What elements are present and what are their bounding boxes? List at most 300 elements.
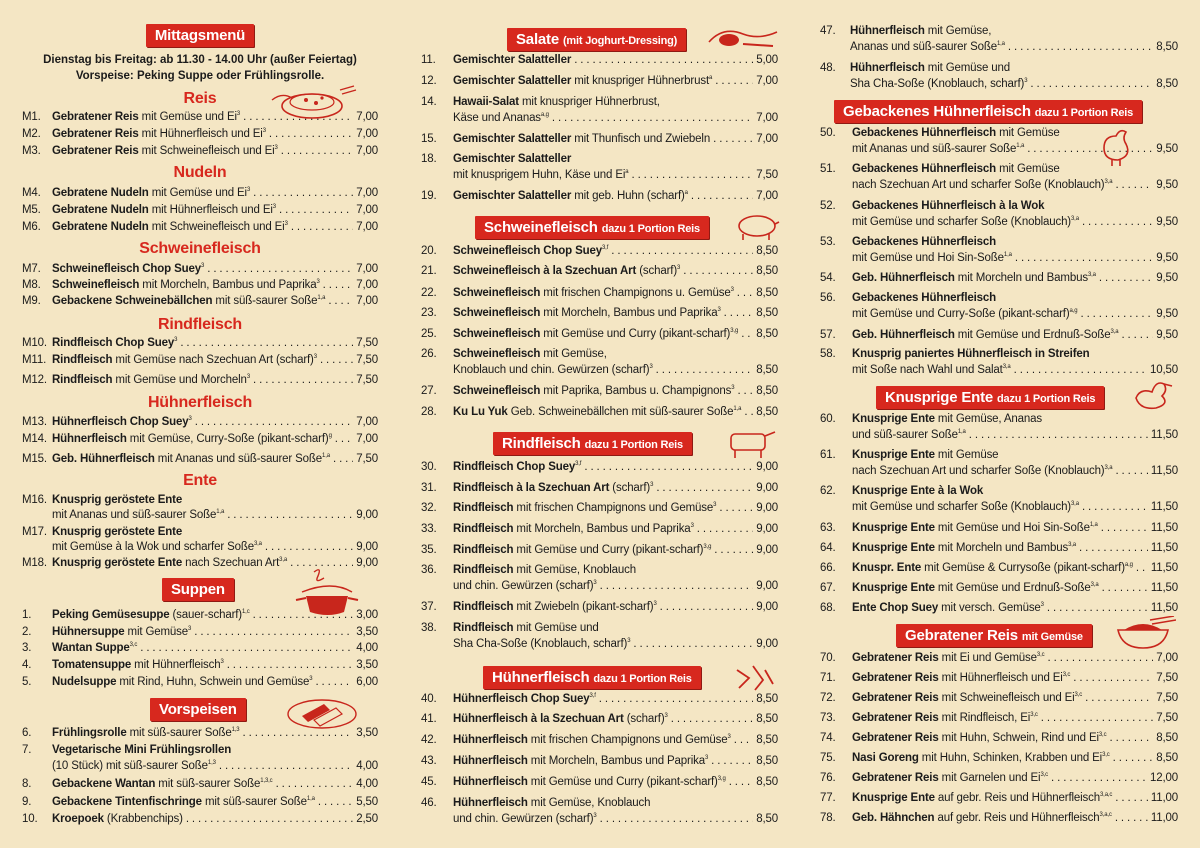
- item-text: [52, 759, 378, 773]
- menu-item: [820, 178, 1178, 192]
- item-name: Gebratener Reis: [852, 712, 939, 724]
- item-price: 4,00: [353, 759, 378, 773]
- allergen-code: 3,c: [1098, 732, 1107, 738]
- item-description: mit Gemüse: [996, 163, 1060, 175]
- item-description: (scharf): [636, 265, 677, 277]
- item-description: mit Morcheln, Bambus und Paprika: [527, 755, 705, 767]
- item-text: [453, 712, 778, 726]
- menu-item: [22, 493, 378, 507]
- item-number: M8.: [22, 279, 41, 291]
- item-text: [453, 754, 778, 768]
- allergen-code: 3,a: [1087, 272, 1096, 278]
- item-price: 3,50: [353, 726, 378, 740]
- menu-item: [421, 95, 778, 109]
- menu-item: [421, 733, 778, 747]
- item-name: Wantan Suppe: [52, 642, 130, 654]
- item-description: mit Huhn, Schwein, Rind und Ei: [938, 732, 1099, 744]
- item-number: 73.: [820, 712, 836, 724]
- menu-item: [22, 336, 378, 350]
- item-description: mit Thunfisch und Zwiebeln: [571, 133, 711, 145]
- item-name: Rindfleisch: [453, 622, 514, 634]
- menu-item: [22, 641, 378, 655]
- item-name: Gebratener Reis: [852, 652, 939, 664]
- allergen-code: 1,a: [317, 295, 326, 301]
- item-name: Rindfleisch à la Szechuan Art: [453, 482, 610, 494]
- item-text: [852, 215, 1178, 229]
- item-number: 26.: [421, 348, 437, 360]
- menu-item: [421, 481, 778, 495]
- item-price: 9,00: [753, 460, 778, 474]
- item-text: [453, 363, 778, 377]
- item-number: M10.: [22, 337, 47, 349]
- item-description: mit frischen Champignons und Gemüse: [513, 502, 714, 514]
- menu-item: [22, 795, 378, 809]
- item-number: 50.: [820, 127, 836, 139]
- allergen-code: 3: [236, 111, 241, 117]
- item-description: mit Hühnerfleisch und Ei: [938, 672, 1063, 684]
- item-text: [852, 251, 1178, 265]
- item-price: 3,00: [353, 608, 378, 622]
- menu-item: [22, 353, 378, 367]
- item-name: Knuspr. Ente: [852, 562, 922, 574]
- allergen-code: 3: [713, 502, 717, 508]
- item-text: [852, 751, 1178, 765]
- item-name: Rindfleisch: [453, 502, 514, 514]
- item-price: 3,50: [353, 658, 378, 672]
- item-name: Gebratener Reis: [52, 111, 139, 123]
- item-price: 7,00: [353, 186, 378, 200]
- item-number: 27.: [421, 385, 437, 397]
- menu-item: [820, 711, 1178, 725]
- item-description: mit Zwiebeln (pikant-scharf): [513, 601, 654, 613]
- menu-item: [22, 525, 378, 539]
- item-number: M18.: [22, 557, 47, 569]
- menu-item: [820, 412, 1178, 426]
- allergen-code: 3,c: [1062, 672, 1071, 678]
- item-price: 7,00: [353, 110, 378, 124]
- allergen-code: 3: [262, 128, 266, 134]
- item-price: 11,50: [1148, 601, 1178, 615]
- menu-item: [820, 671, 1178, 685]
- allergen-code: 3: [677, 265, 681, 271]
- menu-item: [22, 625, 378, 639]
- item-number: 5.: [22, 676, 32, 688]
- item-name: Hühnerfleisch à la Szechuan Art: [453, 713, 624, 725]
- item-text: [453, 327, 778, 341]
- menu-item: [421, 111, 778, 125]
- item-number: 19.: [421, 190, 437, 202]
- allergen-code: 3: [313, 354, 317, 360]
- item-description: (scharf): [609, 482, 651, 494]
- allergen-code: 3,f: [589, 693, 596, 699]
- item-number: 7.: [22, 744, 32, 756]
- item-name: Gebackene Wantan: [52, 778, 156, 790]
- item-price: 7,00: [353, 144, 378, 158]
- item-text: [453, 132, 778, 146]
- item-name: Gebackenes Hühnerfleisch: [852, 236, 997, 248]
- item-description: mit knuspriger Hühnerbrust: [571, 75, 709, 87]
- menu-item: [421, 306, 778, 320]
- menu-item: [421, 712, 778, 726]
- item-text: [852, 671, 1178, 685]
- item-name: Knusprige Ente: [852, 522, 935, 534]
- item-description: mit Gemüse und: [924, 62, 1011, 74]
- item-description: mit Gemüse und Erdnuß-Soße: [954, 329, 1111, 341]
- allergen-code: 3: [664, 713, 668, 719]
- menu-item: [22, 508, 378, 522]
- cow-icon: [721, 424, 779, 460]
- item-name: Ku Lu Yuk: [453, 406, 508, 418]
- item-description: und chin. Gewürzen (scharf): [453, 813, 594, 825]
- item-name: Knusprige Ente à la Wok: [852, 485, 984, 497]
- item-text: [852, 178, 1178, 192]
- item-price: 8,50: [1153, 731, 1178, 745]
- item-price: 6,00: [353, 675, 378, 689]
- item-price: 8,50: [1153, 751, 1178, 765]
- item-number: M1.: [22, 111, 41, 123]
- item-text: [852, 651, 1178, 665]
- section-title-text: Schweinefleisch: [484, 219, 598, 236]
- item-description: mit Gemüse und Morcheln: [112, 374, 247, 386]
- item-name: Nasi Goreng: [852, 752, 919, 764]
- item-text: [852, 271, 1178, 285]
- item-description: (Krabbenchips): [103, 813, 183, 825]
- allergen-code: a,g: [540, 112, 549, 118]
- item-price: 9,00: [753, 579, 778, 593]
- item-number: 21.: [421, 265, 437, 277]
- item-name: Rindfleisch: [453, 523, 514, 535]
- allergen-code: 3: [201, 263, 205, 269]
- item-text: [453, 306, 778, 320]
- item-name: Gebratener Reis: [852, 672, 939, 684]
- allergen-code: 3,a: [1068, 542, 1076, 548]
- item-text: [453, 796, 650, 810]
- item-name: Hühnerfleisch: [453, 797, 528, 809]
- item-description: Geb. Schweinebällchen mit süß-saurer Soße: [507, 406, 734, 418]
- section-title: [834, 100, 1142, 123]
- allergen-code: 1,3: [207, 760, 216, 766]
- item-number: 1.: [22, 609, 32, 621]
- item-text: [52, 432, 378, 446]
- item-description: mit Gemüse und Hoi Sin-Soße: [852, 252, 1004, 264]
- item-description: mit Gemüse: [124, 626, 189, 638]
- item-name: Rindfleisch Chop Suey: [52, 337, 175, 349]
- item-name: Schweinefleisch: [52, 279, 140, 291]
- item-text: [852, 521, 1178, 535]
- item-price: 7,00: [1153, 651, 1178, 665]
- menu-item: [820, 731, 1178, 745]
- item-description: mit Gemüse à la Wok und scharfer Soße: [52, 541, 254, 553]
- item-description: mit Gemüse, Knoblauch: [513, 564, 636, 576]
- item-price: 7,50: [353, 336, 378, 350]
- menu-item: [22, 203, 378, 217]
- item-description: auf gebr. Reis und Hühnerfleisch: [934, 812, 1100, 824]
- item-price: 11,50: [1148, 521, 1178, 535]
- allergen-code: a,g: [1124, 562, 1133, 568]
- item-price: 7,00: [753, 111, 778, 125]
- item-description: mit Gemüse und: [513, 622, 599, 634]
- item-price: 7,00: [353, 262, 378, 276]
- item-name: Knusprige Ente: [852, 792, 935, 804]
- item-description: mit Huhn, Schinken, Krabben und Ei: [918, 752, 1103, 764]
- item-text: [52, 608, 378, 622]
- menu-item: [820, 771, 1178, 785]
- item-number: 15.: [421, 133, 437, 145]
- menu-item: [22, 262, 378, 276]
- item-text: [852, 500, 1178, 514]
- allergen-code: 1,a: [306, 796, 315, 802]
- item-number: 2.: [22, 626, 32, 638]
- allergen-code: 3: [649, 364, 653, 370]
- item-text: [453, 152, 571, 166]
- item-name: Rindfleisch: [453, 564, 514, 576]
- item-description: mit Gemüse, Knoblauch: [527, 797, 651, 809]
- item-description: (scharf): [623, 713, 665, 725]
- item-number: 8.: [22, 778, 32, 790]
- section-title: Mittagsmenü: [146, 24, 254, 47]
- menu-item: [820, 291, 1178, 305]
- allergen-code: a: [625, 169, 629, 175]
- menu-item: [421, 152, 778, 166]
- item-number: 11.: [421, 54, 436, 66]
- item-text: [52, 525, 182, 539]
- allergen-code: 3: [188, 416, 192, 422]
- item-text: [453, 53, 778, 67]
- item-description: mit Morcheln und Bambus: [934, 542, 1069, 554]
- item-description: und süß-saurer Soße: [852, 429, 958, 441]
- item-text: [850, 77, 1178, 91]
- item-description: mit Hühnerfleisch: [131, 659, 221, 671]
- item-description: mit Soße nach Wahl und Salat: [852, 364, 1003, 376]
- menu-item: [820, 601, 1178, 615]
- allergen-code: 3: [593, 813, 597, 819]
- item-number: M17.: [22, 526, 47, 538]
- item-number: 32.: [421, 502, 437, 514]
- section-title: Vorspeisen: [150, 698, 246, 721]
- menu-item: [421, 754, 778, 768]
- item-text: [52, 186, 378, 200]
- section-subtitle: dazu 1 Portion Reis: [1034, 107, 1134, 119]
- item-number: 74.: [820, 732, 836, 744]
- menu-item: [22, 127, 378, 141]
- item-text: [52, 373, 378, 387]
- menu-item: [820, 162, 1178, 176]
- item-description: mit Gemüse, Curry-Soße (pikant-scharf): [126, 433, 329, 445]
- item-description: mit süß-saurer Soße: [126, 727, 232, 739]
- allergen-code: 3,a: [1104, 179, 1113, 185]
- vegetables-icon: [703, 20, 783, 54]
- item-description: mit Morcheln und Bambus: [954, 272, 1088, 284]
- item-name: Rindfleisch: [453, 544, 514, 556]
- item-text: [852, 291, 996, 305]
- item-name: Tomatensuppe: [52, 659, 132, 671]
- item-number: 72.: [820, 692, 836, 704]
- allergen-code: 3,c: [1036, 652, 1045, 658]
- item-price: 4,00: [353, 777, 378, 791]
- allergen-code: a: [684, 190, 688, 196]
- item-text: [52, 625, 378, 639]
- item-name: Hühnerfleisch Chop Suey: [52, 416, 189, 428]
- item-text: [852, 731, 1178, 745]
- item-description: mit Gemüse und Ei: [148, 187, 247, 199]
- item-number: M11.: [22, 354, 47, 366]
- item-price: 2,50: [353, 812, 378, 826]
- menu-item: [820, 521, 1178, 535]
- allergen-code: 3: [704, 755, 709, 761]
- item-price: 7,00: [353, 220, 378, 234]
- item-number: 18.: [421, 153, 437, 165]
- allergen-code: 3,c: [1074, 692, 1083, 698]
- allergen-code: 3,f: [575, 461, 582, 467]
- menu-item: [421, 796, 778, 810]
- item-description: mit Ananas und süß-saurer Soße: [52, 509, 217, 521]
- item-name: Gemischter Salatteller: [453, 75, 572, 87]
- allergen-code: 3: [593, 580, 597, 586]
- menu-item: [22, 373, 378, 387]
- section-header-mittagsmenu: [22, 24, 378, 47]
- menu-item: [820, 61, 1178, 75]
- allergen-code: 3,a: [1110, 329, 1119, 335]
- menu-item: [820, 448, 1178, 462]
- allergen-code: 1,a: [1016, 143, 1025, 149]
- menu-item: [22, 452, 378, 466]
- item-number: 41.: [421, 713, 437, 725]
- item-name: Gemischter Salatteller: [453, 133, 572, 145]
- section-title-text: Hühnerfleisch: [492, 669, 590, 686]
- item-name: Gebratene Nudeln: [52, 221, 149, 233]
- item-number: 35.: [421, 544, 437, 556]
- menu-item: [421, 189, 778, 203]
- item-number: M9.: [22, 295, 41, 307]
- menu-item: [22, 415, 378, 429]
- section-subtitle: dazu 1 Portion Reis: [593, 673, 692, 685]
- section-title: [493, 432, 692, 455]
- item-description: (sauer-scharf): [169, 609, 242, 621]
- item-name: Gebratener Reis: [852, 772, 939, 784]
- item-description: Sha Cha-Soße (Knoblauch, scharf): [850, 78, 1025, 90]
- item-text: [52, 203, 378, 217]
- item-text: [852, 581, 1178, 595]
- allergen-code: 1,a: [1089, 522, 1098, 528]
- allergen-code: 3,a: [1104, 465, 1113, 471]
- mittag-intro-line-2: Vorspeise: Peking Suppe oder Frühlingsrolle.: [75, 70, 325, 82]
- item-text: [852, 541, 1178, 555]
- item-number: 43.: [421, 755, 437, 767]
- menu-item: [22, 658, 378, 672]
- menu-item: [820, 307, 1178, 321]
- item-text: [852, 464, 1178, 478]
- item-text: [852, 347, 1090, 361]
- menu-item: [22, 777, 378, 791]
- item-text: [52, 540, 378, 554]
- item-price: 7,00: [753, 189, 778, 203]
- allergen-code: 3,a: [1071, 501, 1079, 507]
- item-price: 9,00: [753, 481, 778, 495]
- item-number: M13.: [22, 416, 47, 428]
- item-number: M6.: [22, 221, 41, 233]
- menu-item: [820, 581, 1178, 595]
- item-name: Gemischter Salatteller: [453, 54, 572, 66]
- item-name: Vegetarische Mini Frühlingsrollen: [52, 744, 232, 756]
- item-price: 9,00: [753, 543, 778, 557]
- item-name: Gebackene Schweinebällchen: [52, 295, 213, 307]
- allergen-code: a: [709, 75, 713, 81]
- item-price: 9,00: [753, 501, 778, 515]
- item-text: [453, 95, 660, 109]
- section-title-text: Rindfleisch: [502, 435, 581, 452]
- item-price: 11,50: [1148, 500, 1178, 514]
- item-price: 7,50: [1153, 711, 1178, 725]
- item-price: 5,50: [353, 795, 378, 809]
- menu-item: [22, 110, 378, 124]
- item-text: [453, 501, 778, 515]
- item-name: Kroepoek: [52, 813, 104, 825]
- menu-item: [22, 432, 378, 446]
- item-description: mit knuspriger Hühnerbrust,: [518, 96, 660, 108]
- menu-item: [22, 186, 378, 200]
- item-number: 61.: [820, 449, 836, 461]
- item-description: mit knusprigem Huhn, Käse und Ei: [453, 169, 626, 181]
- item-description: mit Gemüse und scharfer Soße (Knoblauch): [852, 216, 1071, 228]
- menu-item: [820, 271, 1178, 285]
- item-name: Gebratener Reis: [52, 145, 139, 157]
- allergen-code: 3,a: [1071, 216, 1079, 222]
- item-name: Gebackenes Hühnerfleisch: [852, 163, 997, 175]
- item-price: 8,50: [753, 405, 778, 419]
- menu-item: [820, 235, 1178, 249]
- section-title: [507, 28, 686, 51]
- item-number: 71.: [820, 672, 836, 684]
- allergen-code: 3,a: [279, 557, 288, 563]
- menu-item: [820, 199, 1178, 213]
- item-text: [52, 795, 378, 809]
- menu-item: [421, 405, 778, 419]
- menu-item: [820, 347, 1178, 361]
- menu-item: [421, 53, 778, 67]
- item-description: mit frischen Champignons u. Gemüse: [540, 287, 731, 299]
- item-name: Gemischter Salatteller: [453, 153, 572, 165]
- item-text: [852, 428, 1178, 442]
- item-text: [852, 142, 1178, 156]
- item-description: mit Ananas und süß-saurer Soße: [852, 143, 1017, 155]
- item-price: 7,00: [353, 294, 378, 308]
- item-text: [52, 812, 378, 826]
- allergen-code: 3,a,c: [1100, 792, 1113, 798]
- menu-item: [421, 168, 778, 182]
- item-description: mit süß-saurer Soße: [212, 295, 318, 307]
- item-name: Knusprig geröstete Ente: [52, 526, 183, 538]
- item-name: Frühlingsrolle: [52, 727, 127, 739]
- item-text: [453, 733, 778, 747]
- item-text: [453, 563, 636, 577]
- item-description: mit Gemüse und Curry-Soße (pikant-scharf): [852, 308, 1070, 320]
- item-name: Gebackenes Hühnerfleisch: [852, 292, 997, 304]
- item-price: 5,00: [753, 53, 778, 67]
- allergen-code: 3: [246, 374, 250, 380]
- item-number: 63.: [820, 522, 836, 534]
- item-number: M14.: [22, 433, 47, 445]
- item-number: 36.: [421, 564, 437, 576]
- item-price: 12,00: [1147, 771, 1178, 785]
- allergen-code: 3,g: [717, 776, 726, 782]
- item-text: [852, 691, 1178, 705]
- section-subtitle: mit Gemüse: [1021, 631, 1083, 643]
- item-name: Knusprige Ente: [852, 449, 935, 461]
- item-text: [453, 460, 778, 474]
- item-name: Gebackenes Hühnerfleisch à la Wok: [852, 200, 1045, 212]
- item-description: mit Hühnerfleisch und Ei: [148, 204, 273, 216]
- menu-item: [22, 675, 378, 689]
